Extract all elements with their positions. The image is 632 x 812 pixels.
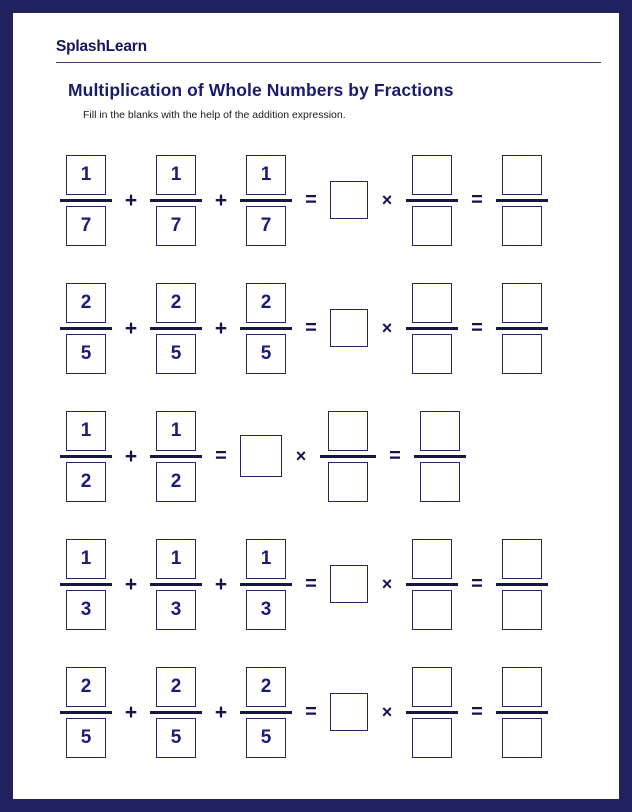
answer-fraction <box>414 411 466 502</box>
fraction-bar <box>150 583 202 586</box>
denominator-cell: 2 <box>66 462 106 502</box>
denominator-cell: 2 <box>156 462 196 502</box>
addend-fraction <box>240 155 292 246</box>
fraction-bar <box>496 583 548 586</box>
fraction-bar <box>406 583 458 586</box>
product-fraction <box>320 411 376 502</box>
whole-number-answer-box[interactable] <box>330 309 368 347</box>
denominator-answer-box[interactable] <box>412 718 452 758</box>
numerator-answer-box[interactable] <box>412 155 452 195</box>
logo-learn-text: Learn <box>105 38 147 55</box>
numerator-cell: 1 <box>66 155 106 195</box>
numerator-answer-box[interactable] <box>502 667 542 707</box>
worksheet-sheet <box>26 26 606 786</box>
fraction-bar <box>60 199 112 202</box>
denominator-cell: 5 <box>66 334 106 374</box>
denominator-cell: 3 <box>156 590 196 630</box>
page-title: Multiplication of Whole Numbers by Fractions <box>68 80 454 100</box>
denominator-answer-box[interactable] <box>502 590 542 630</box>
answer-fraction <box>496 283 548 374</box>
fraction-bar <box>240 583 292 586</box>
plus-sign: + <box>124 188 138 212</box>
addend-fraction <box>150 667 202 758</box>
denominator-answer-box[interactable] <box>502 334 542 374</box>
fraction-bar <box>60 327 112 330</box>
addend-fraction <box>60 411 112 502</box>
numerator-answer-box[interactable] <box>328 411 368 451</box>
numerator-cell: 2 <box>156 667 196 707</box>
numerator-cell: 1 <box>156 539 196 579</box>
product-fraction <box>406 667 458 758</box>
denominator-cell: 5 <box>246 334 286 374</box>
denominator-answer-box[interactable] <box>502 718 542 758</box>
numerator-answer-box[interactable] <box>412 667 452 707</box>
numerator-cell: 1 <box>66 539 106 579</box>
numerator-cell: 1 <box>246 539 286 579</box>
fraction-bar <box>496 711 548 714</box>
plus-sign: + <box>214 700 228 724</box>
denominator-answer-box[interactable] <box>502 206 542 246</box>
equals-sign: = <box>471 189 483 211</box>
addend-fraction <box>240 667 292 758</box>
numerator-cell: 1 <box>66 411 106 451</box>
problem-row <box>26 648 606 776</box>
numerator-answer-box[interactable] <box>420 411 460 451</box>
header-divider <box>56 62 601 63</box>
product-fraction <box>406 155 458 246</box>
times-sign: × <box>381 574 393 594</box>
instructions-text: Fill in the blanks with the help of the addition expression. <box>83 109 346 121</box>
answer-fraction <box>496 155 548 246</box>
times-sign: × <box>381 702 393 722</box>
numerator-answer-box[interactable] <box>412 539 452 579</box>
plus-sign: + <box>214 572 228 596</box>
fraction-bar <box>240 327 292 330</box>
fraction-bar <box>60 455 112 458</box>
denominator-cell: 5 <box>156 718 196 758</box>
numerator-cell: 2 <box>66 667 106 707</box>
fraction-bar <box>240 199 292 202</box>
problem-row <box>26 136 606 264</box>
equals-sign: = <box>215 445 227 467</box>
denominator-cell: 3 <box>246 590 286 630</box>
fraction-bar <box>496 199 548 202</box>
numerator-cell: 2 <box>246 283 286 323</box>
whole-number-answer-box[interactable] <box>330 565 368 603</box>
equals-sign: = <box>305 573 317 595</box>
addend-fraction <box>150 283 202 374</box>
fraction-bar <box>406 327 458 330</box>
addend-fraction <box>60 155 112 246</box>
numerator-cell: 1 <box>156 155 196 195</box>
fraction-bar <box>150 327 202 330</box>
whole-number-answer-box[interactable] <box>240 435 282 477</box>
equals-sign: = <box>305 701 317 723</box>
fraction-bar <box>406 711 458 714</box>
numerator-cell: 2 <box>66 283 106 323</box>
answer-fraction <box>496 667 548 758</box>
plus-sign: + <box>214 188 228 212</box>
denominator-cell: 7 <box>66 206 106 246</box>
addend-fraction <box>60 667 112 758</box>
problem-row <box>26 392 606 520</box>
denominator-answer-box[interactable] <box>412 590 452 630</box>
addend-fraction <box>150 539 202 630</box>
problem-row <box>26 264 606 392</box>
equals-sign: = <box>471 317 483 339</box>
fraction-bar <box>320 455 376 458</box>
equals-sign: = <box>389 445 401 467</box>
times-sign: × <box>381 318 393 338</box>
numerator-cell: 1 <box>156 411 196 451</box>
whole-number-answer-box[interactable] <box>330 181 368 219</box>
plus-sign: + <box>214 316 228 340</box>
product-fraction <box>406 283 458 374</box>
plus-sign: + <box>124 444 138 468</box>
denominator-cell: 7 <box>156 206 196 246</box>
problem-row <box>26 520 606 648</box>
fraction-bar <box>150 199 202 202</box>
fraction-bar <box>150 711 202 714</box>
numerator-cell: 1 <box>246 155 286 195</box>
fraction-bar <box>240 711 292 714</box>
denominator-answer-box[interactable] <box>412 334 452 374</box>
denominator-cell: 5 <box>66 718 106 758</box>
fraction-bar <box>60 711 112 714</box>
times-sign: × <box>381 190 393 210</box>
denominator-cell: 7 <box>246 206 286 246</box>
fraction-bar <box>406 199 458 202</box>
answer-fraction <box>496 539 548 630</box>
fraction-bar <box>150 455 202 458</box>
equals-sign: = <box>471 701 483 723</box>
denominator-cell: 5 <box>246 718 286 758</box>
numerator-answer-box[interactable] <box>502 155 542 195</box>
plus-sign: + <box>124 572 138 596</box>
addend-fraction <box>150 155 202 246</box>
logo-splash-text: Splash <box>56 38 106 55</box>
addend-fraction <box>150 411 202 502</box>
denominator-answer-box[interactable] <box>328 462 368 502</box>
addend-fraction <box>240 283 292 374</box>
denominator-cell: 5 <box>156 334 196 374</box>
equals-sign: = <box>305 317 317 339</box>
whole-number-answer-box[interactable] <box>330 693 368 731</box>
addend-fraction <box>240 539 292 630</box>
fraction-bar <box>414 455 466 458</box>
fraction-bar <box>496 327 548 330</box>
addend-fraction <box>60 283 112 374</box>
plus-sign: + <box>124 316 138 340</box>
numerator-answer-box[interactable] <box>502 539 542 579</box>
fraction-bar <box>60 583 112 586</box>
splashlearn-logo <box>56 38 147 56</box>
numerator-answer-box[interactable] <box>412 283 452 323</box>
equals-sign: = <box>471 573 483 595</box>
product-fraction <box>406 539 458 630</box>
addend-fraction <box>60 539 112 630</box>
equals-sign: = <box>305 189 317 211</box>
denominator-answer-box[interactable] <box>412 206 452 246</box>
problems-list <box>26 136 606 776</box>
plus-sign: + <box>124 700 138 724</box>
times-sign: × <box>295 446 307 466</box>
numerator-answer-box[interactable] <box>502 283 542 323</box>
denominator-answer-box[interactable] <box>420 462 460 502</box>
denominator-cell: 3 <box>66 590 106 630</box>
numerator-cell: 2 <box>246 667 286 707</box>
numerator-cell: 2 <box>156 283 196 323</box>
